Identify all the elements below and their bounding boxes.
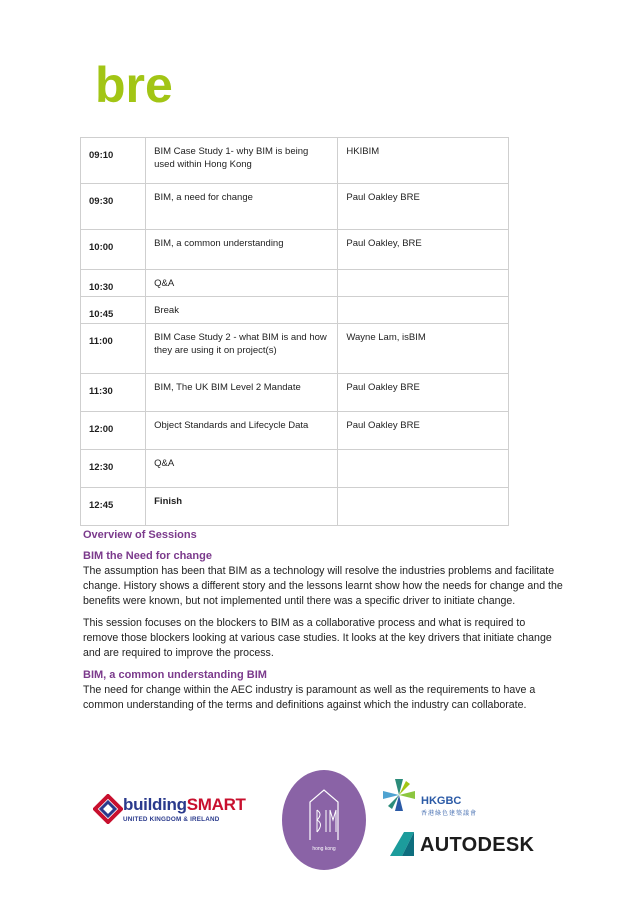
agenda-session: Q&A [154,458,175,469]
agenda-time-cell [81,412,146,450]
hkgbc-chinese-name: 香港綠色建築議會 [421,811,478,817]
buildingsmart-building: building [123,795,187,814]
agenda-time-cell [81,297,146,324]
autodesk-logo [388,828,538,862]
session1-title: BIM the Need for change [83,550,212,562]
buildingsmart-smart: SMART [186,795,246,814]
agenda-speaker [338,488,508,495]
agenda-session: Break [154,305,179,316]
agenda-speaker: Wayne Lam, isBIM [346,332,426,343]
agenda-session: BIM, a need for change [154,192,253,203]
agenda-session: Finish [154,496,183,507]
session1-paragraph-2: This session focuses on the blockers to BIM as a collaborative process and what is required to remove those blockers looking at various case studies. It looks at the key drivers that initiate change and are required to improve the process. [83,617,552,659]
agenda-time: 10:00 [89,242,114,253]
buildingsmart-emblem-icon [93,794,123,824]
overview-section [83,528,563,720]
agenda-row [81,297,509,324]
agenda-session-cell [146,230,338,270]
agenda-session-cell [146,450,338,488]
buildingsmart-subtitle: UNITED KINGDOM & IRELAND [123,816,220,823]
autodesk-wordmark: AUTODESK [420,834,535,856]
agenda-row [81,324,509,374]
agenda-speaker-cell [338,184,509,230]
agenda-row [81,230,509,270]
agenda-session: BIM, The UK BIM Level 2 Mandate [154,382,301,393]
agenda-session-cell [146,184,338,230]
agenda-row [81,270,509,297]
hkgbc-logo [379,775,529,817]
agenda-speaker-cell [338,412,509,450]
bre-logo [95,60,175,110]
hkgbc-emblem-icon [379,775,419,815]
agenda-time-cell [81,324,146,374]
agenda-session-cell [146,324,338,374]
agenda-time: 11:30 [89,386,113,397]
agenda-time-cell [81,184,146,230]
agenda-speaker: Paul Oakley BRE [346,382,420,393]
agenda-speaker-cell [338,324,509,374]
agenda-speaker-cell [338,297,509,324]
agenda-body [81,138,509,526]
agenda-speaker: Paul Oakley, BRE [346,238,422,249]
agenda-session-cell [146,488,338,526]
agenda-session-cell [146,138,338,184]
agenda-time: 11:00 [89,336,113,347]
agenda-row [81,450,509,488]
agenda-session-cell [146,297,338,324]
agenda-row [81,488,509,526]
agenda-session-cell [146,270,338,297]
agenda-session: BIM, a common understanding [154,238,284,249]
agenda-time: 09:10 [89,150,114,161]
agenda-session: Object Standards and Lifecycle Data [154,420,309,431]
agenda-time-cell [81,230,146,270]
bre-logo-text: bre [95,60,173,110]
agenda-session: Q&A [154,278,175,289]
buildingsmart-logo [93,792,258,832]
agenda-speaker [338,270,508,277]
agenda-time: 10:45 [89,309,114,320]
agenda-session-cell [146,374,338,412]
agenda-speaker-cell [338,270,509,297]
sponsor-logos [0,770,638,890]
autodesk-a-icon [388,830,416,858]
agenda-time-cell [81,138,146,184]
agenda-speaker-cell [338,488,509,526]
agenda-session: BIM Case Study 2 - what BIM is and how they are using it on project(s) [154,332,327,356]
session2-paragraph-1: The need for change within the AEC industry is paramount as well as the requirements to have a common understanding of the terms and definitions against which the industry can collaborate. [83,684,536,711]
agenda-speaker-cell [338,450,509,488]
session1-paragraph-1: The assumption has been that BIM as a technology will resolve the industries problems and facilitate change. History shows a different story and the lessons learnt show how the needs for change and the benefits were known, but not implemented until there was a specific driver to initiate change. [83,565,563,607]
agenda-time-cell [81,450,146,488]
agenda-speaker [338,450,508,457]
bim-building-icon [282,770,366,870]
agenda-time: 10:30 [89,282,114,293]
agenda-speaker: Paul Oakley BRE [346,420,420,431]
agenda-time: 12:00 [89,424,114,435]
buildingsmart-wordmark [123,795,246,815]
agenda-time: 12:30 [89,462,114,473]
agenda-speaker: HKIBIM [346,146,380,157]
agenda-speaker: Paul Oakley BRE [346,192,420,203]
agenda-time-cell [81,270,146,297]
agenda-row [81,374,509,412]
agenda-speaker-cell [338,374,509,412]
agenda-speaker [338,297,508,304]
bim-hong-kong-logo [282,770,366,870]
bre-logo-icon [95,60,175,110]
agenda-time: 12:45 [89,500,114,511]
agenda-speaker-cell [338,138,509,184]
agenda-speaker-cell [338,230,509,270]
agenda-session-cell [146,412,338,450]
bim-caption: hong kong [312,846,336,852]
agenda-row [81,412,509,450]
session2-title: BIM, a common understanding BIM [83,669,267,681]
agenda-row [81,184,509,230]
agenda-time-cell [81,374,146,412]
agenda-time-cell [81,488,146,526]
hkgbc-wordmark: HKGBC [421,795,462,807]
agenda-row [81,138,509,184]
overview-heading: Overview of Sessions [83,529,197,541]
agenda-table [80,137,509,526]
agenda-session: BIM Case Study 1- why BIM is being used within Hong Kong [154,146,309,170]
agenda-time: 09:30 [89,196,114,207]
